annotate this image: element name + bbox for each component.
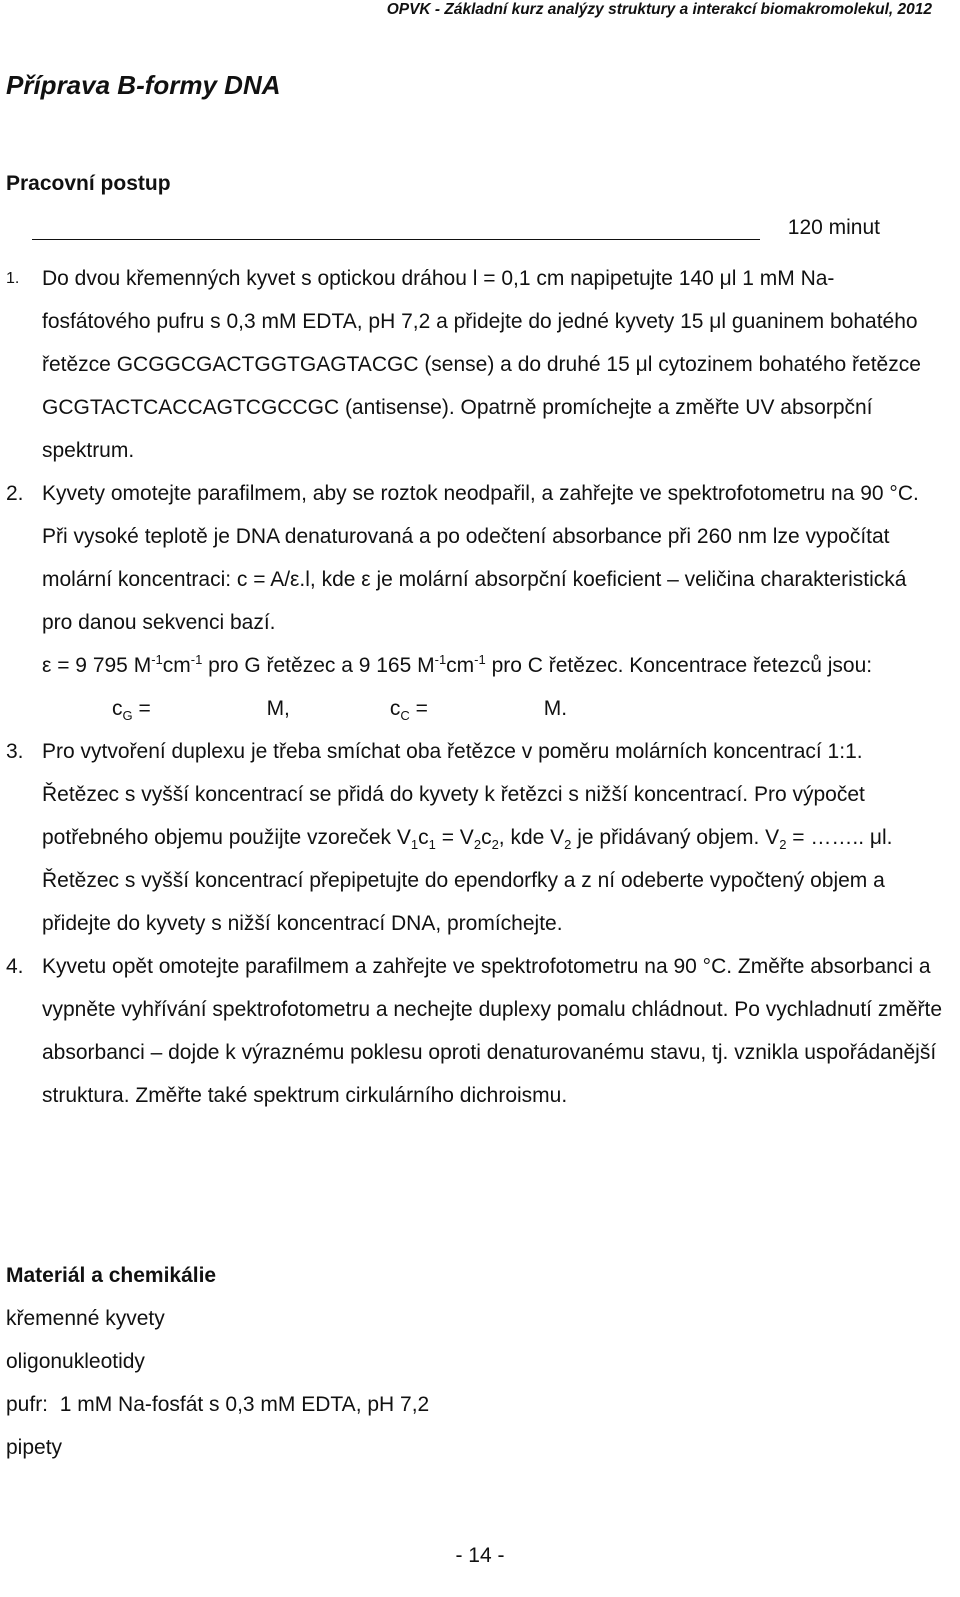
step-number: 3. <box>6 740 24 763</box>
step-text: = <box>132 697 157 720</box>
step-text: l cytozinem bohatého řetězce GCGTACTCACCAGTCGCCGC (antisense). Opatrně promíchejte a změřte UV absorpční spektrum. <box>42 353 921 462</box>
superscript: -1 <box>434 652 447 667</box>
step-text: Pro vytvoření duplexu je třeba smíchat oba řetězce v poměru molárních koncentrací 1:1. Řetězec s vyšší koncentrací se přidá do kyvety k řetězci s nižší koncentrací. Pro výpočet potřebného objemu použijte vzoreček V <box>42 740 865 849</box>
unit-text: M. <box>543 697 568 720</box>
epsilon-symbol: ε <box>290 568 300 591</box>
subscript: G <box>122 708 133 724</box>
subscript: 1 <box>428 837 436 853</box>
step-text: pro G řetězec a 9 165 M <box>202 654 435 677</box>
step-text: Do dvou křemenných kyvet s optickou dráhou l = 0,1 cm napipetujte 140 <box>42 267 720 290</box>
step-text: Kyvety omotejte parafilmem, aby se roztok neodpařil, a zahřejte ve spektrofotometru na 90 °C. Při vysoké teplotě je DNA denaturovaná a po odečtení absorbance při 260 nm lze vypočítat molární koncentraci: c = A/ <box>42 482 919 591</box>
materials-item: křemenné kyvety <box>6 1307 165 1330</box>
mu-symbol: μ <box>709 310 722 333</box>
page-number: - 14 - <box>455 1544 505 1567</box>
step-4 <box>0 945 960 1117</box>
mu-symbol: μ <box>719 267 732 290</box>
epsilon-symbol: ε <box>42 654 52 677</box>
concentration-symbol: c <box>112 697 123 720</box>
step-2 <box>0 472 960 730</box>
step-number: 4. <box>6 955 24 978</box>
step-text: = …….. <box>786 826 870 849</box>
step-number: 2. <box>6 482 24 505</box>
running-header: OPVK - Základní kurz analýzy struktury a interakcí biomakromolekul, 2012 <box>386 1 932 18</box>
step-1 <box>0 257 960 472</box>
subscript: 2 <box>473 837 482 853</box>
epsilon-symbol: ε <box>361 568 371 591</box>
subscript: C <box>400 708 410 724</box>
materials-item: pufr: 1 mM Na-fosfát s 0,3 mM EDTA, pH 7,2 <box>6 1393 430 1416</box>
step-text: = <box>409 697 434 720</box>
mu-symbol: μ <box>635 353 648 376</box>
step-text: je přidávaný objem. V <box>571 826 780 849</box>
materials-item: pipety <box>6 1436 63 1459</box>
step-text: cm <box>446 654 475 677</box>
step-text: l 1 mM Na-fosfátového pufru s 0,3 mM EDTA, pH 7,2 a přidejte do jedné kyvety 15 <box>42 267 835 333</box>
step-text: Řetězec s vyšší koncentrací přepipetujte do ependorfky a z ní odeberte vypočtený objem a přidejte do kyvety s nižší koncentrací DNA, promíchejte. <box>42 869 885 935</box>
subscript: 2 <box>564 837 572 853</box>
step-text: l guaninem bohatého řetězce GCGGCGACTGGTGAGTACGC (sense) a do druhé 15 <box>42 310 918 376</box>
superscript: -1 <box>474 652 486 667</box>
subscript: 1 <box>410 837 419 853</box>
step-text: cm <box>162 654 191 677</box>
step-text: c <box>418 826 429 849</box>
unit-text: M, <box>266 697 290 720</box>
step-text: Kyvetu opět omotejte parafilmem a zahřejte ve spektrofotometru na 90 °C. Změřte absorbanci a vypněte vyhřívání spektrofotometru a nechejte duplexy pomalu chládnout. Po vychladnutí změřte absorbanci – dojde k výraznému poklesu oproti denaturovanému stavu, tj. vznikla uspořádanější struktura. Změřte také spektrum cirkulárního dichroismu. <box>42 955 943 1107</box>
concentration-symbol: c <box>389 697 401 720</box>
step-text: c <box>481 826 492 849</box>
superscript: -1 <box>190 652 203 667</box>
materials-heading: Materiál a chemikálie <box>6 1264 217 1287</box>
step-number: 1. <box>6 270 20 287</box>
page-title: Příprava B-formy DNA <box>6 70 281 100</box>
step-text: .l, kde <box>299 568 362 591</box>
step-text: , kde V <box>498 826 565 849</box>
subscript: 2 <box>779 837 787 853</box>
step-3 <box>0 730 960 945</box>
step-text: = 9 795 M <box>51 654 152 677</box>
procedure-heading: Pracovní postup <box>6 172 171 195</box>
subscript: 2 <box>491 837 499 853</box>
step-text: = V <box>435 826 474 849</box>
step-text: pro C řetězec. Koncentrace řetezců jsou: <box>485 654 873 677</box>
superscript: -1 <box>151 652 163 667</box>
duration-underline <box>32 239 760 240</box>
materials-item: oligonukleotidy <box>6 1350 145 1373</box>
step-text: je molární absorpční koeficient – veličina charakteristická pro danou sekvenci bazí. <box>42 568 907 634</box>
duration-row <box>32 210 880 244</box>
procedure-steps <box>0 257 960 1117</box>
mu-symbol: μ <box>869 826 882 849</box>
materials-section <box>6 1254 429 1469</box>
step-text: l. <box>881 826 893 849</box>
duration-text: 120 minut <box>787 216 880 239</box>
